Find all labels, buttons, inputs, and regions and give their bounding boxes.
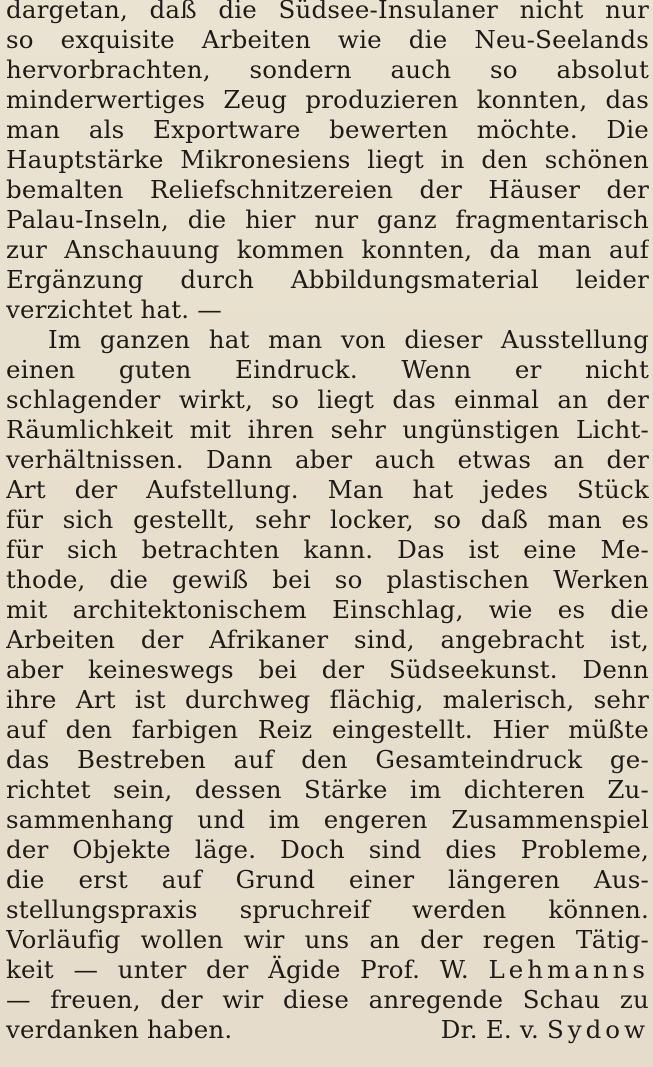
text-line: schlagender wirkt, so liegt das einmal an der xyxy=(6,385,649,414)
text-line: Vorläufig wollen wir uns an der regen Tätig- xyxy=(6,925,649,954)
article-column xyxy=(6,0,649,1045)
text-line: man als Exportware bewerten möchte. Die xyxy=(6,115,649,144)
text-line: aber keineswegs bei der Südseekunst. Denn xyxy=(6,655,649,684)
text-line: richtet sein, dessen Stärke im dichteren Zu- xyxy=(6,775,649,804)
signature-initials: Dr. E. v. xyxy=(440,1015,539,1044)
paragraph-2 xyxy=(6,325,649,1045)
text-line: Hauptstärke Mikronesiens liegt in den schönen xyxy=(6,145,649,174)
text-line: die erst auf Grund einer längeren Aus- xyxy=(6,865,649,894)
signature-surname: Sydow xyxy=(546,1015,649,1044)
text-line: zur Anschauung kommen konnten, da man auf xyxy=(6,235,649,264)
text-line: sammenhang und im engeren Zusammenspiel xyxy=(6,805,649,834)
text-line: Räumlichkeit mit ihren sehr ungünstigen Licht- xyxy=(6,415,649,444)
text-line: verzichtet hat. — xyxy=(6,295,222,324)
text-line: hervorbrachten, sondern auch so absolut xyxy=(6,55,649,84)
text-line: das Bestreben auf den Gesamteindruck ge- xyxy=(6,745,649,774)
text-line: — freuen, der wir diese anregende Schau zu xyxy=(6,985,649,1014)
text-line: minderwertiges Zeug produzieren konnten, das xyxy=(6,85,649,114)
text-line: thode, die gewiß bei so plastischen Werken xyxy=(6,565,649,594)
text-line: mit architektonischem Einschlag, wie es die xyxy=(6,595,649,624)
signature xyxy=(441,1015,649,1045)
paragraph-1 xyxy=(6,0,649,325)
text-line: einen guten Eindruck. Wenn er nicht xyxy=(6,355,649,384)
text-line: stellungspraxis spruchreif werden können. xyxy=(6,895,649,924)
text-line: Arbeiten der Afrikaner sind, angebracht ist, xyxy=(6,625,649,654)
text-line: verhältnissen. Dann aber auch etwas an der xyxy=(6,445,649,474)
text-line-lehmann xyxy=(6,955,649,985)
text-line: bemalten Reliefschnitzereien der Häuser der xyxy=(6,175,649,204)
text-line: auf den farbigen Reiz eingestellt. Hier müßte xyxy=(6,715,649,744)
text-line: Palau-Inseln, die hier nur ganz fragmentarisch xyxy=(6,205,649,234)
closing-text: verdanken haben. xyxy=(6,1015,233,1044)
closing-signature-line xyxy=(6,1015,649,1045)
author-name-lehmann: Lehmanns xyxy=(488,955,649,984)
text-line: Art der Aufstellung. Man hat jedes Stück xyxy=(6,475,649,504)
text-line: für sich gestellt, sehr locker, so daß man es xyxy=(6,505,649,534)
text-line: dargetan, daß die Südsee-Insulaner nicht nur xyxy=(6,0,649,24)
text-line: Im ganzen hat man von dieser Ausstellung xyxy=(48,325,649,354)
text-line: ihre Art ist durchweg flächig, malerisch, sehr xyxy=(6,685,649,714)
text-line: für sich betrachten kann. Das ist eine Me- xyxy=(6,535,649,564)
text-segment: keit — unter der Ägide Prof. W. xyxy=(6,955,469,984)
text-line: so exquisite Arbeiten wie die Neu-Seelands xyxy=(6,25,649,54)
text-line: der Objekte läge. Doch sind dies Probleme, xyxy=(6,835,649,864)
text-line: Ergänzung durch Abbildungsmaterial leider xyxy=(6,265,649,294)
